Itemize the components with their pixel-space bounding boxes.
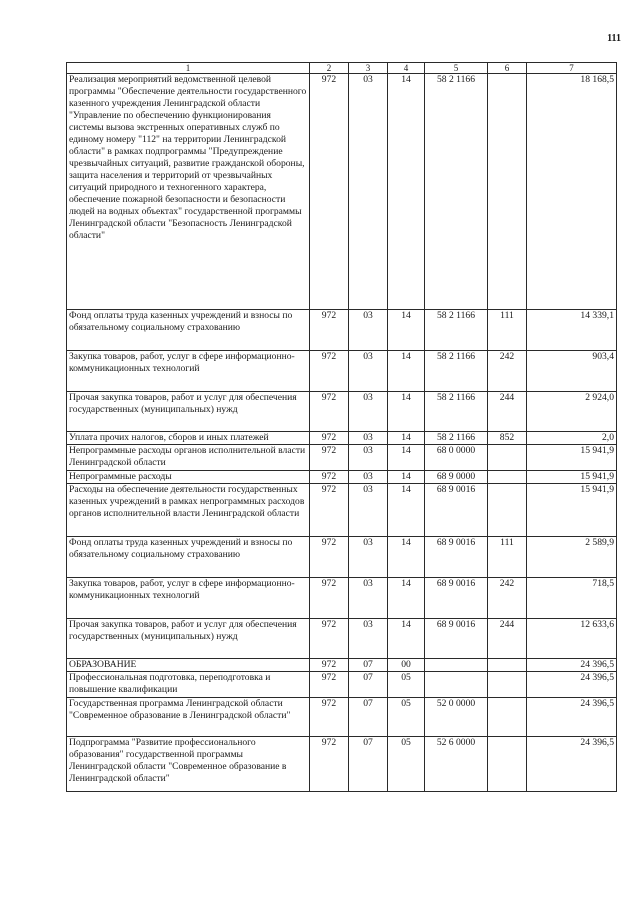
row-c5: 68 9 0016 [425, 483, 488, 536]
row-c6: 852 [488, 432, 527, 445]
row-c4: 00 [388, 658, 425, 671]
row-c2: 972 [310, 618, 349, 658]
row-amount: 718,5 [527, 577, 617, 618]
row-c4: 14 [388, 444, 425, 470]
row-name: Закупка товаров, работ, услуг в сфере информационно-коммуникационных технологий [67, 351, 310, 392]
row-c4: 05 [388, 736, 425, 791]
row-c6 [488, 470, 527, 483]
row-c2: 972 [310, 74, 349, 310]
row-name: Государственная программа Ленинградской области "Современное образование в Ленинградской области" [67, 697, 310, 736]
row-c4: 14 [388, 432, 425, 445]
table-row [67, 618, 617, 658]
row-c3: 03 [349, 577, 388, 618]
table-row [67, 736, 617, 791]
row-c3: 03 [349, 470, 388, 483]
row-c4: 14 [388, 392, 425, 432]
row-c6: 111 [488, 536, 527, 577]
row-c6 [488, 671, 527, 697]
row-c5 [425, 671, 488, 697]
row-amount: 15 941,9 [527, 444, 617, 470]
row-c4: 14 [388, 618, 425, 658]
row-c6: 244 [488, 392, 527, 432]
row-name: Непрограммные расходы [67, 470, 310, 483]
row-c6 [488, 697, 527, 736]
row-c5: 68 9 0016 [425, 577, 488, 618]
row-amount: 2,0 [527, 432, 617, 445]
table-row [67, 470, 617, 483]
row-c6: 244 [488, 618, 527, 658]
row-c4: 14 [388, 470, 425, 483]
row-amount: 2 924,0 [527, 392, 617, 432]
row-c5: 58 2 1166 [425, 310, 488, 351]
row-name: Подпрограмма "Развитие профессионального образования" государственной программы Ленинградской области "Современное образование в Ленинградской области" [67, 736, 310, 791]
row-amount: 18 168,5 [527, 74, 617, 310]
row-c6 [488, 444, 527, 470]
table-row [67, 658, 617, 671]
row-c6 [488, 658, 527, 671]
row-c2: 972 [310, 392, 349, 432]
row-c3: 03 [349, 483, 388, 536]
row-c4: 05 [388, 697, 425, 736]
row-c3: 03 [349, 432, 388, 445]
header-cell: 6 [488, 63, 527, 74]
row-c3: 03 [349, 536, 388, 577]
row-c5 [425, 658, 488, 671]
row-name: Уплата прочих налогов, сборов и иных платежей [67, 432, 310, 445]
row-c4: 14 [388, 74, 425, 310]
table-row [67, 432, 617, 445]
table-row [67, 577, 617, 618]
row-c2: 972 [310, 536, 349, 577]
row-amount: 15 941,9 [527, 470, 617, 483]
header-cell: 2 [310, 63, 349, 74]
page-number: 111 [607, 33, 621, 44]
table-row [67, 536, 617, 577]
row-c3: 07 [349, 671, 388, 697]
row-amount: 2 589,9 [527, 536, 617, 577]
row-c3: 03 [349, 351, 388, 392]
table-row [67, 392, 617, 432]
row-c3: 03 [349, 310, 388, 351]
row-name: Закупка товаров, работ, услуг в сфере информационно-коммуникационных технологий [67, 577, 310, 618]
table-row [67, 310, 617, 351]
row-c6: 242 [488, 577, 527, 618]
row-c3: 03 [349, 74, 388, 310]
row-c3: 07 [349, 697, 388, 736]
row-c2: 972 [310, 736, 349, 791]
row-c6 [488, 483, 527, 536]
row-c5: 68 0 0000 [425, 444, 488, 470]
row-c5: 58 2 1166 [425, 351, 488, 392]
row-c4: 14 [388, 310, 425, 351]
row-c5: 52 6 0000 [425, 736, 488, 791]
row-name: Фонд оплаты труда казенных учреждений и взносы по обязательному социальному страхованию [67, 310, 310, 351]
row-amount: 14 339,1 [527, 310, 617, 351]
row-c3: 03 [349, 618, 388, 658]
row-name: Непрограммные расходы органов исполнительной власти Ленинградской области [67, 444, 310, 470]
header-cell: 4 [388, 63, 425, 74]
row-c6: 242 [488, 351, 527, 392]
table-row [67, 351, 617, 392]
table-row [67, 444, 617, 470]
row-c3: 07 [349, 658, 388, 671]
row-c6 [488, 736, 527, 791]
row-c5: 52 0 0000 [425, 697, 488, 736]
row-c5: 58 2 1166 [425, 392, 488, 432]
row-name: Реализация мероприятий ведомственной целевой программы "Обеспечение деятельности государственного казенного учреждения Ленинградской области "Управление по обеспечению функционирования системы вызова экстренных оперативных служб по единому номеру "112" на территории Ленинградской области" в рамках подпрограммы "Предупреждение чрезвычайных ситуаций, развитие гражданской обороны, защита населения и территорий от чрезвычайных ситуаций природного и техногенного характера, обеспечение пожарной безопасности и безопасности людей на водных объектах" государственной программы Ленинградской области "Безопасность Ленинградской области" [67, 74, 310, 310]
table-row [67, 74, 617, 310]
header-cell: 5 [425, 63, 488, 74]
row-c5: 68 9 0016 [425, 618, 488, 658]
row-c5: 68 9 0000 [425, 470, 488, 483]
row-c2: 972 [310, 483, 349, 536]
row-c2: 972 [310, 577, 349, 618]
row-amount: 24 396,5 [527, 736, 617, 791]
row-name: Расходы на обеспечение деятельности государственных казенных учреждений в рамках непрограммных расходов органов исполнительной власти Ленинградской области [67, 483, 310, 536]
row-c4: 14 [388, 483, 425, 536]
header-cell: 7 [527, 63, 617, 74]
row-amount: 24 396,5 [527, 697, 617, 736]
row-amount: 12 633,6 [527, 618, 617, 658]
row-amount: 15 941,9 [527, 483, 617, 536]
row-c6: 111 [488, 310, 527, 351]
row-c2: 972 [310, 444, 349, 470]
row-c4: 14 [388, 577, 425, 618]
budget-table [66, 62, 617, 792]
row-c5: 58 2 1166 [425, 432, 488, 445]
row-amount: 24 396,5 [527, 671, 617, 697]
row-c2: 972 [310, 658, 349, 671]
row-c2: 972 [310, 432, 349, 445]
table-row [67, 697, 617, 736]
row-name: Профессиональная подготовка, переподготовка и повышение квалификации [67, 671, 310, 697]
row-c5: 58 2 1166 [425, 74, 488, 310]
row-c3: 03 [349, 392, 388, 432]
table-header-row [67, 63, 617, 74]
table-row [67, 671, 617, 697]
row-c2: 972 [310, 351, 349, 392]
row-name: Прочая закупка товаров, работ и услуг для обеспечения государственных (муниципальных) нужд [67, 618, 310, 658]
row-c3: 03 [349, 444, 388, 470]
row-name: Фонд оплаты труда казенных учреждений и взносы по обязательному социальному страхованию [67, 536, 310, 577]
row-c2: 972 [310, 671, 349, 697]
row-c4: 14 [388, 536, 425, 577]
row-c6 [488, 74, 527, 310]
row-name: ОБРАЗОВАНИЕ [67, 658, 310, 671]
row-c3: 07 [349, 736, 388, 791]
row-c2: 972 [310, 697, 349, 736]
table-row [67, 483, 617, 536]
row-amount: 24 396,5 [527, 658, 617, 671]
header-cell: 1 [67, 63, 310, 74]
header-cell: 3 [349, 63, 388, 74]
row-c4: 05 [388, 671, 425, 697]
row-name: Прочая закупка товаров, работ и услуг для обеспечения государственных (муниципальных) нужд [67, 392, 310, 432]
row-c2: 972 [310, 470, 349, 483]
row-c4: 14 [388, 351, 425, 392]
row-c5: 68 9 0016 [425, 536, 488, 577]
row-amount: 903,4 [527, 351, 617, 392]
row-c2: 972 [310, 310, 349, 351]
